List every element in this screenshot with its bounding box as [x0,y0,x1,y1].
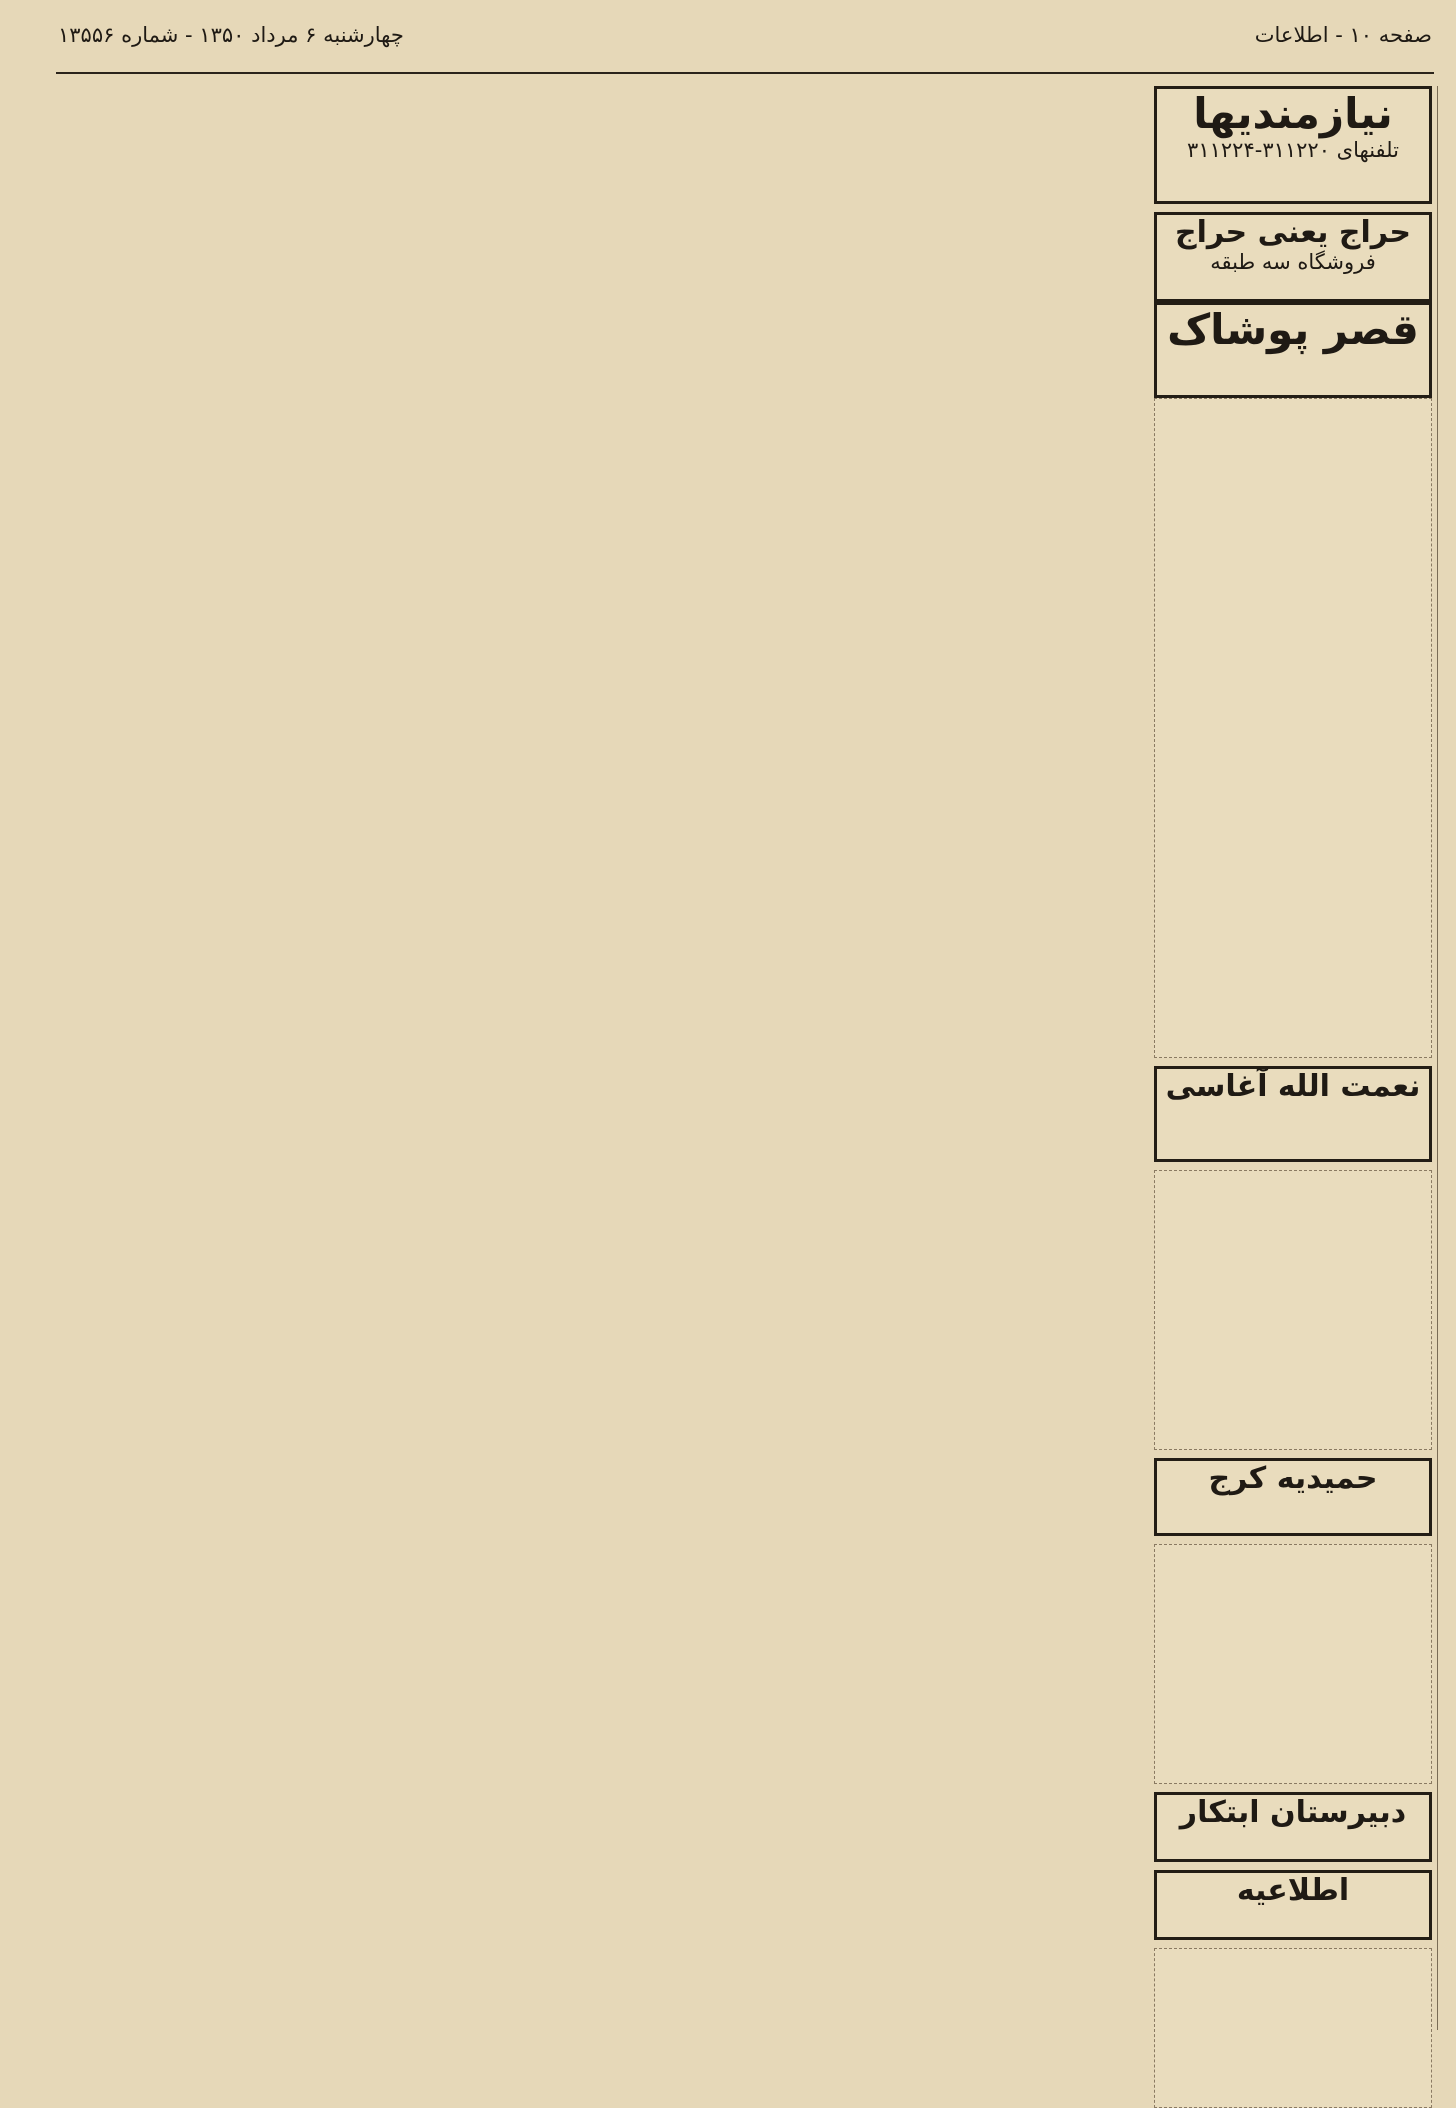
header-rule [56,72,1434,74]
date-issue: چهارشنبه ۶ مرداد ۱۳۵۰ - شماره ۱۳۵۵۶ [58,23,404,47]
nematollah-box: نعمت الله آغاسی [1154,1066,1432,1162]
ettelaieh-box: اطلاعیه [1154,1870,1432,1940]
heydari-details-region [1154,1544,1432,1784]
niazmandiha-box: نیازمندیها تلفنهای ۳۱۱۲۲۰-۳۱۱۲۲۴ [1154,86,1432,204]
heydari-box: حمیدیه کرج [1154,1458,1432,1536]
column-1 [1148,86,1438,2030]
page-label: صفحه ۱۰ - اطلاعات [1254,23,1432,47]
column1-footer-region [1154,1948,1432,2108]
hajrajiani-box: حراج یعنی حراج فروشگاه سه طبقه [1154,212,1432,302]
qasr-details-region [1154,398,1432,1058]
dabirestan-box: دبیرستان ابتکار [1154,1792,1432,1862]
qasr-box: قصر پوشاک [1154,302,1432,398]
nematollah-details-region [1154,1170,1432,1450]
